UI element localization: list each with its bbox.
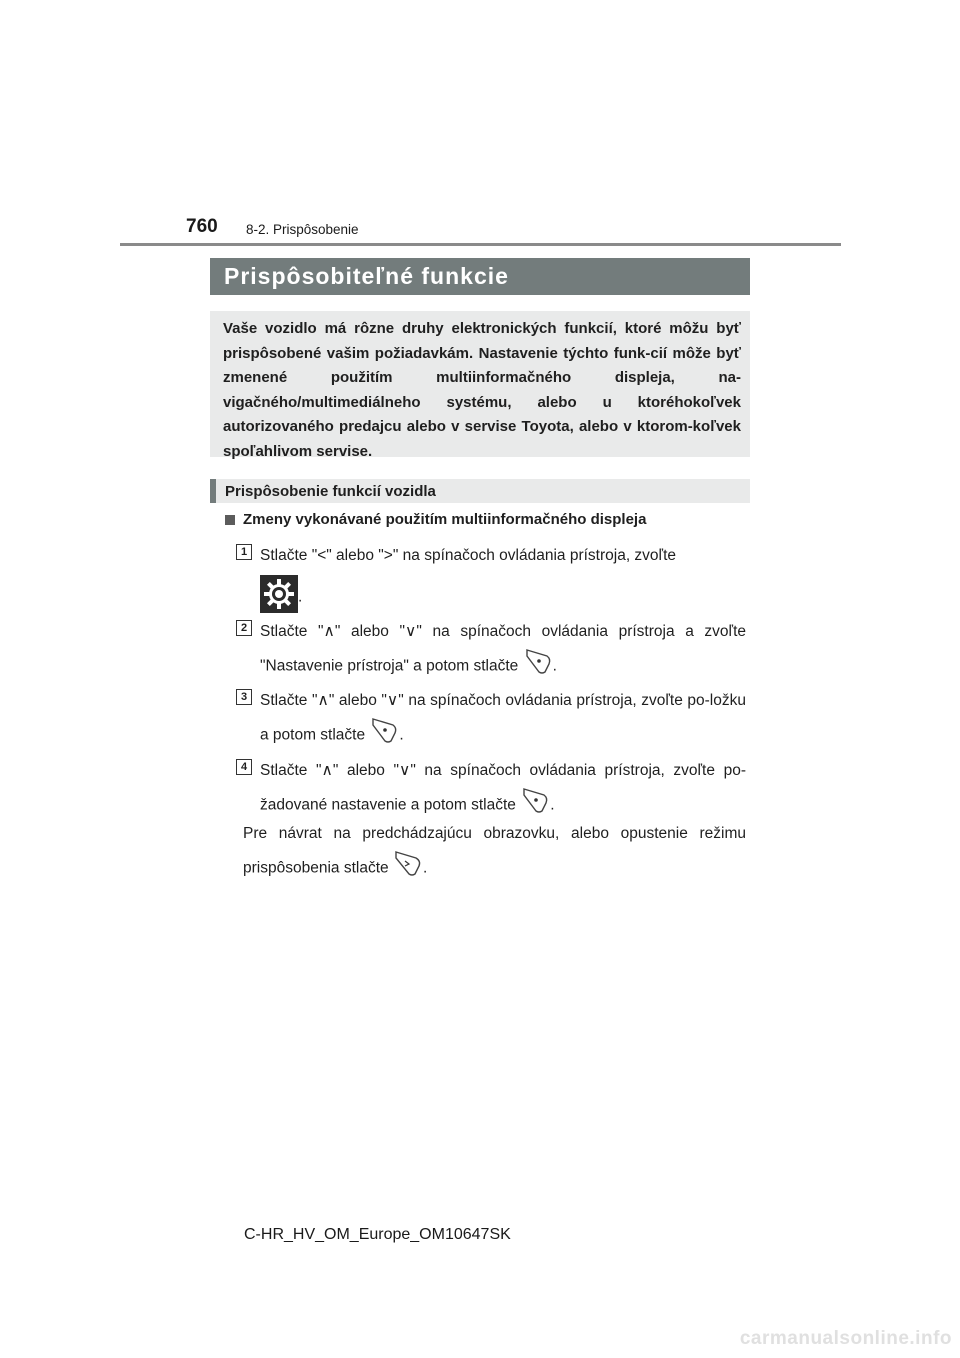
step-3-body xyxy=(260,685,746,755)
step-number-1: 1 xyxy=(236,544,252,560)
ok-button-icon xyxy=(369,716,399,755)
note xyxy=(243,818,746,888)
watermark: carmanualsonline.info xyxy=(739,1328,952,1349)
page-title: Prispôsobiteľné funkcie xyxy=(224,263,509,289)
bullet-heading-text: Zmeny vykonávané použitím multiinformačného displeja xyxy=(243,511,647,528)
step-2-body xyxy=(260,616,746,686)
step-number-3: 3 xyxy=(236,689,252,705)
step-4 xyxy=(236,755,746,825)
step-4-text: Stlačte "∧" alebo "∨" na spínačoch ovládania prístroja, zvoľte po-žadované nastavenie a potom stlačte xyxy=(260,762,746,814)
step-4-tail: . xyxy=(550,796,555,814)
bullet-square-icon xyxy=(225,515,235,525)
step-3-tail: . xyxy=(399,726,404,744)
ok-button-icon xyxy=(523,647,553,686)
subsection-bar xyxy=(210,479,750,503)
step-2 xyxy=(236,616,746,686)
footer-code: C-HR_HV_OM_Europe_OM10647SK xyxy=(244,1226,511,1243)
note-tail: . xyxy=(422,859,428,877)
step-1-text: Stlačte "<" alebo ">" na spínačoch ovládania prístroja, zvoľte xyxy=(260,547,676,564)
section-label: 8-2. Prispôsobenie xyxy=(246,222,359,237)
step-1-tail: . xyxy=(298,588,303,606)
back-button-icon xyxy=(393,849,423,888)
step-3-text: Stlačte "∧" alebo "∨" na spínačoch ovládania prístroja, zvoľte po-ložku a potom stlačte xyxy=(260,692,746,744)
title-bar xyxy=(210,258,750,295)
step-1 xyxy=(236,540,746,624)
step-2-text: Stlačte "∧" alebo "∨" na spínačoch ovládania prístroja a zvoľte "Nastavenie prístroja" a potom stlačte xyxy=(260,623,746,675)
step-number-4: 4 xyxy=(236,759,252,775)
step-4-body xyxy=(260,755,746,825)
step-number-2: 2 xyxy=(236,620,252,636)
note-text: Pre návrat na predchádzajúcu obrazovku, alebo opustenie režimu prispôsobenia stlačte xyxy=(243,825,746,877)
step-1-body xyxy=(260,540,746,624)
intro-text: Vaše vozidlo má rôzne druhy elektronických funkcií, ktoré môžu byť prispôsobené vašim požiadavkám. Nastavenie týchto funk-cií môže byť zmenené použitím multiinformačného displeja, na-vigačného/multimediálneho systému, alebo u ktoréhokoľvek autorizovaného predajcu alebo v servise Toyota, alebo v ktorom-koľvek spoľahlivom servise. xyxy=(223,320,741,460)
step-2-tail: . xyxy=(552,657,557,675)
subsection-title: Prispôsobenie funkcií vozidla xyxy=(225,482,436,500)
intro-box xyxy=(210,311,750,460)
header-rule xyxy=(120,243,841,246)
bullet-heading xyxy=(225,511,745,528)
step-3 xyxy=(236,685,746,755)
page-number: 760 xyxy=(186,216,218,237)
